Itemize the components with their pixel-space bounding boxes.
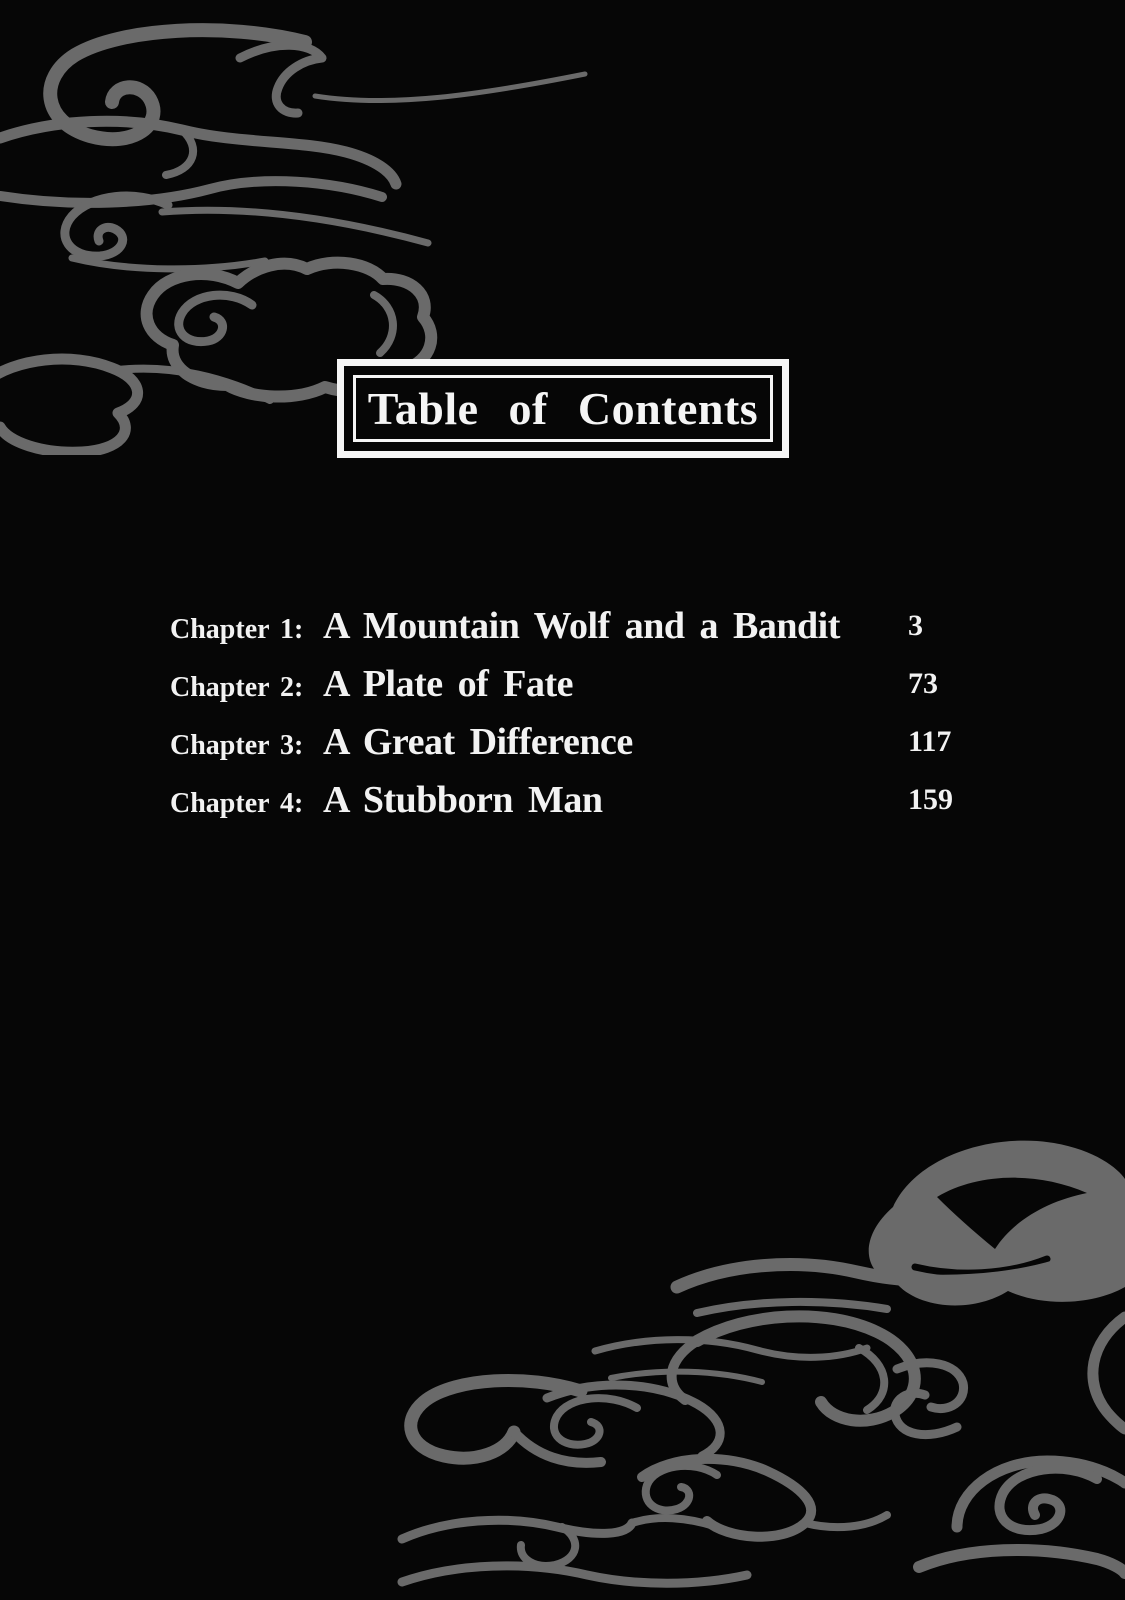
cloud-spiral <box>999 1469 1097 1531</box>
cloud-path <box>919 1550 1125 1573</box>
cloud-path <box>0 181 382 203</box>
cloud-path <box>402 1566 747 1583</box>
cloud-path <box>374 295 393 353</box>
cloud-path <box>240 45 322 113</box>
toc-entry <box>170 713 1010 771</box>
cloud-path <box>315 74 585 101</box>
title-box <box>337 359 789 458</box>
cloud-spiral <box>179 295 252 342</box>
chapter-page-number: 117 <box>908 725 952 758</box>
cloud-path <box>611 1372 762 1382</box>
cloud-spiral <box>554 1398 637 1445</box>
cloud-path <box>0 121 396 184</box>
cloud-path <box>805 1515 887 1527</box>
cloud-path <box>895 1393 957 1434</box>
chapter-label: Chapter 4: <box>170 788 304 819</box>
toc-entry <box>170 771 1010 829</box>
cloud-path <box>632 1518 717 1527</box>
title-box-inner-frame <box>353 375 773 442</box>
chapter-page-number: 159 <box>908 783 953 816</box>
cloud-path <box>166 130 193 175</box>
chapter-label: Chapter 2: <box>170 672 304 703</box>
cloud-path <box>162 210 428 243</box>
toc-list <box>170 597 1010 829</box>
chapter-label: Chapter 1: <box>170 614 304 645</box>
toc-entry <box>170 597 1010 655</box>
cloud-path <box>1093 1317 1125 1429</box>
cloud-path <box>859 1348 884 1410</box>
cloud-path <box>402 1520 632 1539</box>
chapter-title: A Stubborn Man <box>323 779 603 821</box>
chapter-page-number: 73 <box>908 667 938 700</box>
toc-entry <box>170 655 1010 713</box>
chapter-title: A Mountain Wolf and a Bandit <box>323 605 840 647</box>
chapter-page-number: 3 <box>908 609 923 642</box>
chapter-title: A Great Difference <box>323 721 633 763</box>
chapter-title: A Plate of Fate <box>323 663 574 705</box>
cloud-path <box>595 1340 867 1358</box>
page-title: Table of Contents <box>367 383 759 434</box>
chapter-label: Chapter 3: <box>170 730 304 761</box>
cloud-motif-bottom-right-icon <box>395 1125 1125 1600</box>
cloud-path <box>521 1527 575 1566</box>
cloud-spiral <box>646 1466 717 1511</box>
